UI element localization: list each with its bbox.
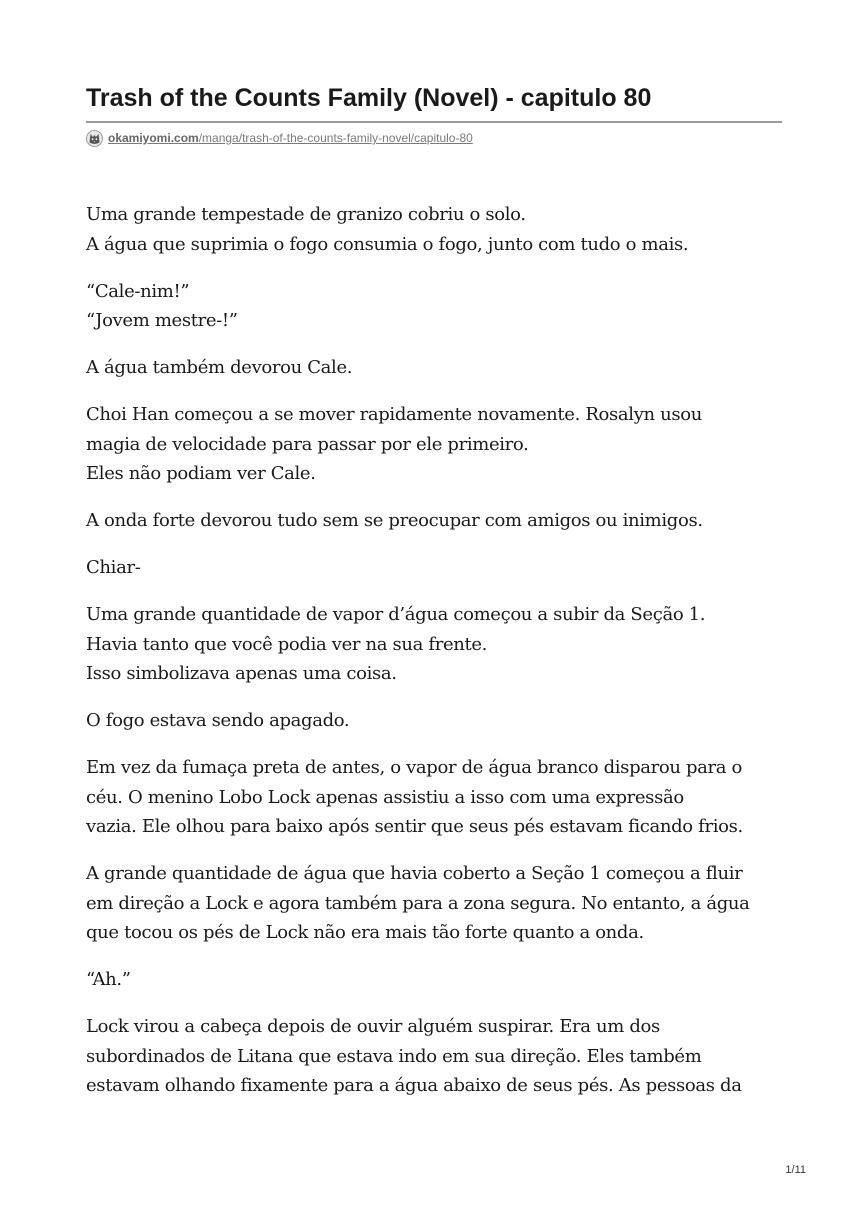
paragraph: [86, 859, 786, 948]
text-line: O fogo estava sendo apagado.: [86, 710, 350, 731]
text-line: Chiar-: [86, 557, 141, 578]
paragraph: [86, 706, 786, 736]
page-title: Trash of the Counts Family (Novel) - capitulo 80: [86, 84, 652, 112]
paragraph: [86, 506, 786, 536]
text-line: estavam olhando fixamente para a água abaixo de seus pés. As pessoas da: [86, 1075, 742, 1096]
text-line: Eles não podiam ver Cale.: [86, 463, 316, 484]
paragraph: [86, 277, 786, 336]
wolf-logo-icon: [86, 130, 103, 147]
text-line: em direção a Lock e agora também para a zona segura. No entanto, a água: [86, 892, 750, 914]
text-line: céu. O menino Lobo Lock apenas assistiu a isso com uma expressão: [86, 786, 684, 808]
source-path: /manga/trash-of-the-counts-family-novel/capitulo-80: [198, 131, 473, 145]
text-line: Choi Han começou a se mover rapidamente novamente. Rosalyn usou: [86, 404, 702, 425]
text-line: “Jovem mestre-!”: [86, 310, 238, 331]
text-line: Isso simbolizava apenas uma coisa.: [86, 663, 397, 684]
paragraph: [86, 600, 786, 689]
text-line: A onda forte devorou tudo sem se preocupar com amigos ou inimigos.: [86, 510, 703, 531]
text-line: A grande quantidade de água que havia coberto a Seção 1 começou a fluir: [86, 863, 743, 884]
text-line: subordinados de Litana que estava indo em sua direção. Eles também: [86, 1045, 702, 1067]
paragraph: [86, 965, 786, 995]
text-line: que tocou os pés de Lock não era mais tão forte quanto a onda.: [86, 922, 644, 943]
text-line: magia de velocidade para passar por ele primeiro.: [86, 433, 529, 455]
text-line: Uma grande quantidade de vapor d’água começou a subir da Seção 1.: [86, 604, 706, 625]
paragraph: [86, 1012, 786, 1101]
text-line: “Ah.”: [86, 969, 131, 990]
text-line: Uma grande tempestade de granizo cobriu o solo.: [86, 204, 526, 225]
text-line: Em vez da fumaça preta de antes, o vapor de água branco disparou para o: [86, 757, 743, 778]
paragraph: [86, 753, 786, 842]
source-link-row: [86, 128, 473, 148]
paragraph: [86, 553, 786, 583]
text-line: Havia tanto que você podia ver na sua frente.: [86, 633, 488, 655]
text-line: A água também devorou Cale.: [86, 357, 353, 378]
source-url-link[interactable]: [108, 131, 473, 145]
text-line: Lock virou a cabeça depois de ouvir alguém suspirar. Era um dos: [86, 1016, 660, 1037]
text-line: vazia. Ele olhou para baixo após sentir que seus pés estavam ficando frios.: [86, 816, 743, 837]
paragraph: [86, 200, 786, 259]
source-domain: okamiyomi.com: [108, 131, 199, 145]
text-line: “Cale-nim!”: [86, 280, 190, 302]
paragraph: [86, 353, 786, 383]
title-divider: [86, 121, 782, 123]
text-line: A água que suprimia o fogo consumia o fogo, junto com tudo o mais.: [86, 233, 689, 255]
paragraph: [86, 400, 786, 489]
article-body: [86, 200, 786, 1118]
page-number: 1/11: [785, 1164, 806, 1176]
